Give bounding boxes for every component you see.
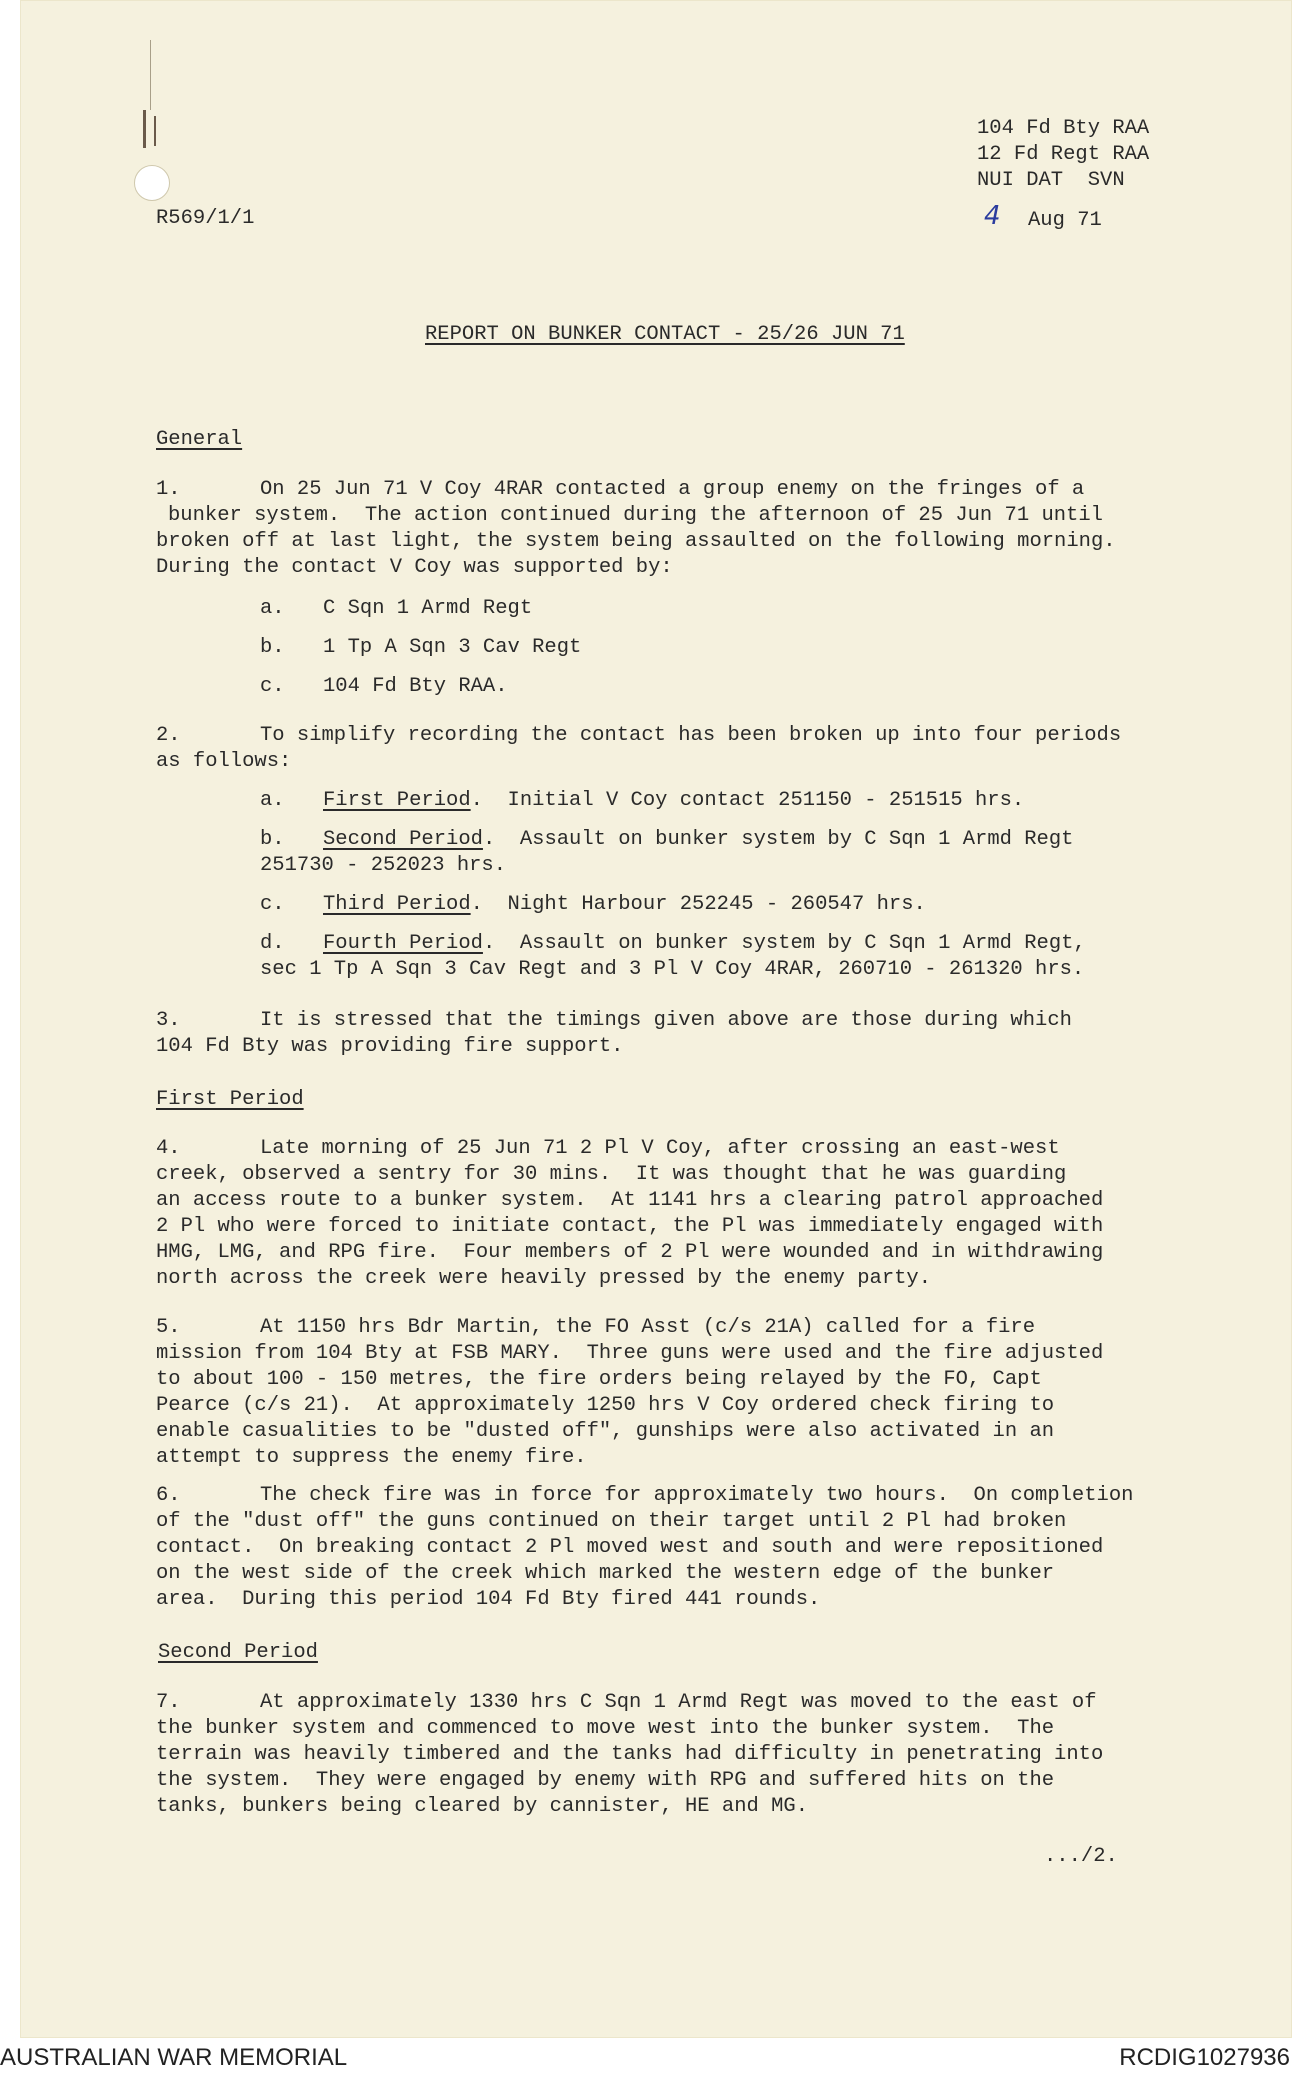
period-item	[323, 931, 1086, 957]
paragraph-number: 4.	[156, 1137, 181, 1160]
paragraph-line: tanks, bunkers being cleared by cannister, HE and MG.	[156, 1795, 809, 1818]
edge-tear-mark	[150, 40, 151, 110]
list-letter: b.	[260, 636, 285, 659]
paragraph-line: mission from 104 Bty at FSB MARY. Three guns were used and the fire adjusted	[156, 1342, 1104, 1365]
handwritten-date-day: 4	[984, 201, 1001, 231]
sender-unit-line: 104 Fd Bty RAA	[977, 117, 1150, 140]
list-item-text: 104 Fd Bty RAA.	[323, 675, 508, 698]
paragraph-line: bunker system. The action continued during the afternoon of 25 Jun 71 until	[168, 504, 1103, 527]
paragraph-line: At 1150 hrs Bdr Martin, the FO Asst (c/s 21A) called for a fire	[260, 1316, 1036, 1339]
paragraph-line: on the west side of the creek which marked the western edge of the bunker	[156, 1562, 1055, 1585]
period-label: Second Period	[323, 828, 483, 851]
staple-mark	[154, 116, 156, 146]
section-heading-general: General	[156, 428, 243, 451]
paragraph-line: Late morning of 25 Jun 71 2 Pl V Coy, after crossing an east-west	[260, 1137, 1060, 1160]
paragraph-line: contact. On breaking contact 2 Pl moved west and south and were repositioned	[156, 1536, 1104, 1559]
list-letter: a.	[260, 597, 285, 620]
sender-unit-line: NUI DAT SVN	[977, 169, 1125, 192]
paragraph-line: the system. They were engaged by enemy with RPG and suffered hits on the	[156, 1769, 1055, 1792]
list-letter: c.	[260, 893, 285, 916]
paragraph-line: During the contact V Coy was supported by:	[156, 556, 673, 579]
paragraph-number: 3.	[156, 1009, 181, 1032]
paragraph-line: terrain was heavily timbered and the tanks had difficulty in penetrating into	[156, 1743, 1104, 1766]
period-item	[323, 827, 1073, 853]
period-label: Fourth Period	[323, 932, 483, 955]
period-continuation: sec 1 Tp A Sqn 3 Cav Regt and 3 Pl V Coy 4RAR, 260710 - 261320 hrs.	[260, 958, 1085, 981]
punch-hole	[134, 165, 170, 201]
paragraph-number: 2.	[156, 724, 181, 747]
section-heading-second-period: Second Period	[158, 1641, 318, 1664]
date-month-year: Aug 71	[1028, 209, 1102, 232]
paragraph-line: The check fire was in force for approximately two hours. On completion	[260, 1484, 1134, 1507]
period-description: . Night Harbour 252245 - 260547 hrs.	[470, 893, 926, 916]
period-item	[323, 892, 926, 918]
paragraph-line: as follows:	[156, 750, 292, 773]
list-letter: b.	[260, 828, 285, 851]
sender-unit-line: 12 Fd Regt RAA	[977, 143, 1150, 166]
paragraph-line: of the "dust off" the guns continued on their target until 2 Pl had broken	[156, 1510, 1067, 1533]
list-letter: d.	[260, 932, 285, 955]
period-continuation: 251730 - 252023 hrs.	[260, 854, 507, 877]
paragraph-line: On 25 Jun 71 V Coy 4RAR contacted a group enemy on the fringes of a	[260, 478, 1085, 501]
list-item-text: 1 Tp A Sqn 3 Cav Regt	[323, 636, 582, 659]
file-reference: R569/1/1	[156, 207, 255, 230]
paragraph-line: the bunker system and commenced to move west into the bunker system. The	[156, 1717, 1055, 1740]
paragraph-line: to about 100 - 150 metres, the fire orders being relayed by the FO, Capt	[156, 1368, 1042, 1391]
staple-mark	[143, 110, 146, 148]
archive-credit: AUSTRALIAN WAR MEMORIAL	[0, 2044, 348, 2071]
paragraph-line: Pearce (c/s 21). At approximately 1250 hrs V Coy ordered check firing to	[156, 1394, 1055, 1417]
list-letter: c.	[260, 675, 285, 698]
paragraph-number: 6.	[156, 1484, 181, 1507]
period-description: . Assault on bunker system by C Sqn 1 Armd Regt	[482, 828, 1074, 851]
paragraph-number: 1.	[156, 478, 181, 501]
period-label: First Period	[323, 789, 471, 812]
paragraph-line: north across the creek were heavily pressed by the enemy party.	[156, 1267, 932, 1290]
paragraph-line: It is stressed that the timings given above are those during which	[260, 1009, 1072, 1032]
period-description: . Assault on bunker system by C Sqn 1 Armd Regt,	[482, 932, 1086, 955]
period-label: Third Period	[323, 893, 471, 916]
paragraph-line: area. During this period 104 Fd Bty fired 441 rounds.	[156, 1588, 821, 1611]
paragraph-line: attempt to suppress the enemy fire.	[156, 1446, 587, 1469]
paragraph-line: broken off at last light, the system being assaulted on the following morning.	[156, 530, 1116, 553]
period-description: . Initial V Coy contact 251150 - 251515 hrs.	[470, 789, 1025, 812]
paragraph-line: 2 Pl who were forced to initiate contact, the Pl was immediately engaged with	[156, 1215, 1104, 1238]
list-item-text: C Sqn 1 Armd Regt	[323, 597, 533, 620]
page-continuation: .../2.	[1044, 1845, 1118, 1868]
paragraph-number: 7.	[156, 1691, 181, 1714]
period-item	[323, 788, 1024, 814]
paragraph-line: At approximately 1330 hrs C Sqn 1 Armd Regt was moved to the east of	[260, 1691, 1097, 1714]
paragraph-line: an access route to a bunker system. At 1141 hrs a clearing patrol approached	[156, 1189, 1104, 1212]
paragraph-line: creek, observed a sentry for 30 mins. It was thought that he was guarding	[156, 1163, 1067, 1186]
paragraph-number: 5.	[156, 1316, 181, 1339]
paragraph-line: enable casualities to be "dusted off", gunships were also activated in an	[156, 1420, 1055, 1443]
section-heading-first-period: First Period	[156, 1088, 304, 1111]
paragraph-line: To simplify recording the contact has been broken up into four periods	[260, 724, 1122, 747]
report-title: REPORT ON BUNKER CONTACT - 25/26 JUN 71	[425, 323, 905, 346]
list-letter: a.	[260, 789, 285, 812]
paragraph-line: HMG, LMG, and RPG fire. Four members of 2 Pl were wounded and in withdrawing	[156, 1241, 1104, 1264]
paragraph-line: 104 Fd Bty was providing fire support.	[156, 1035, 624, 1058]
archive-record-id: RCDIG1027936	[1119, 2044, 1290, 2071]
